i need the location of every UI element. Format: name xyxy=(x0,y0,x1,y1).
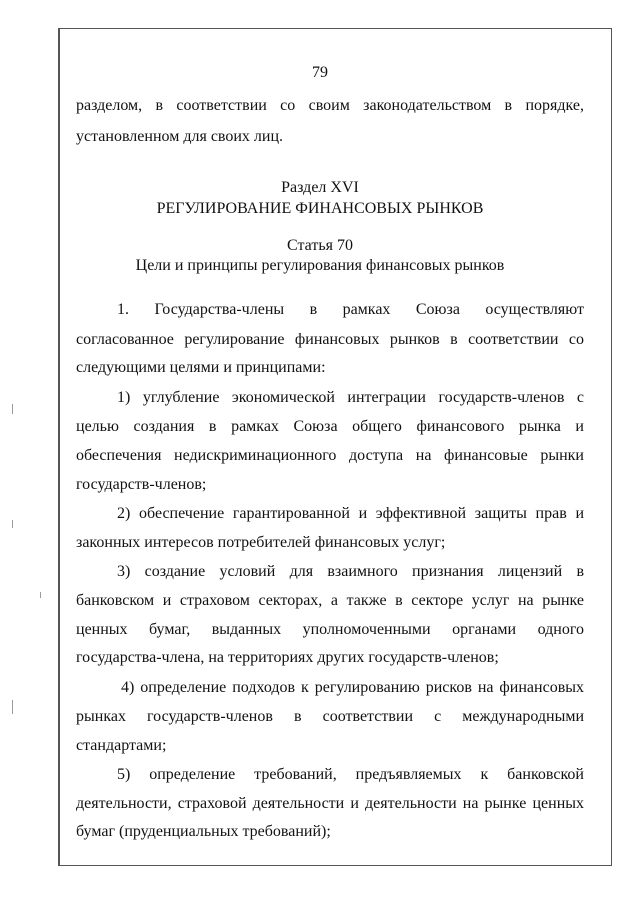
text-line: согласованное регулирование финансовых рынков в соответствии со xyxy=(76,331,584,348)
list-item-line: 5) определение требований, предъявляемых к банковской xyxy=(117,766,584,783)
text-line: разделом, в соответствии со своим законодательством в порядке, xyxy=(76,97,584,114)
section-subtitle: РЕГУЛИРОВАНИЕ ФИНАНСОВЫХ РЫНКОВ xyxy=(156,200,484,217)
page-number: 79 xyxy=(312,64,328,81)
text-line: установленном для своих лиц. xyxy=(76,128,284,145)
scan-mark xyxy=(12,404,13,414)
scan-mark xyxy=(12,700,13,714)
list-item-line: обеспечения недискриминационного доступа на финансовые рынки xyxy=(76,447,584,464)
text-line: следующими целями и принципами: xyxy=(76,359,326,376)
article-subtitle: Цели и принципы регулирования финансовых рынков xyxy=(135,257,505,274)
scan-mark xyxy=(40,592,41,598)
scan-mark xyxy=(12,520,13,528)
list-item-line: 2) обеспечение гарантированной и эффективной защиты прав и xyxy=(117,505,584,522)
list-item-line: государства-члена, на территориях других государств-членов; xyxy=(76,649,499,666)
list-item-line: рынках государств-членов в соответствии с международными xyxy=(76,708,584,725)
text-line: 1. Государства-члены в рамках Союза осуществляют xyxy=(117,301,584,318)
list-item-line: банковском и страховом секторах, а также в секторе услуг на рынке xyxy=(76,592,584,609)
list-item-line: законных интересов потребителей финансовых услуг; xyxy=(76,534,446,551)
list-item-line: целью создания в рамках Союза общего финансового рынка и xyxy=(76,418,584,435)
list-item-line: 4) определение подходов к регулированию рисков на финансовых xyxy=(121,679,584,696)
list-item-line: деятельности, страховой деятельности и деятельности на рынке ценных xyxy=(76,795,584,812)
section-title: Раздел XVI xyxy=(281,179,359,196)
list-item-line: 3) создание условий для взаимного признания лицензий в xyxy=(117,563,584,580)
list-item-line: ценных бумаг, выданных уполномоченными органами одного xyxy=(76,621,584,638)
article-title: Статья 70 xyxy=(287,237,353,254)
list-item-line: государств-членов; xyxy=(76,476,207,493)
list-item-line: 1) углубление экономической интеграции государств-членов с xyxy=(117,389,584,406)
list-item-line: бумаг (пруденциальных требований); xyxy=(76,823,331,840)
list-item-line: стандартами; xyxy=(76,737,167,754)
